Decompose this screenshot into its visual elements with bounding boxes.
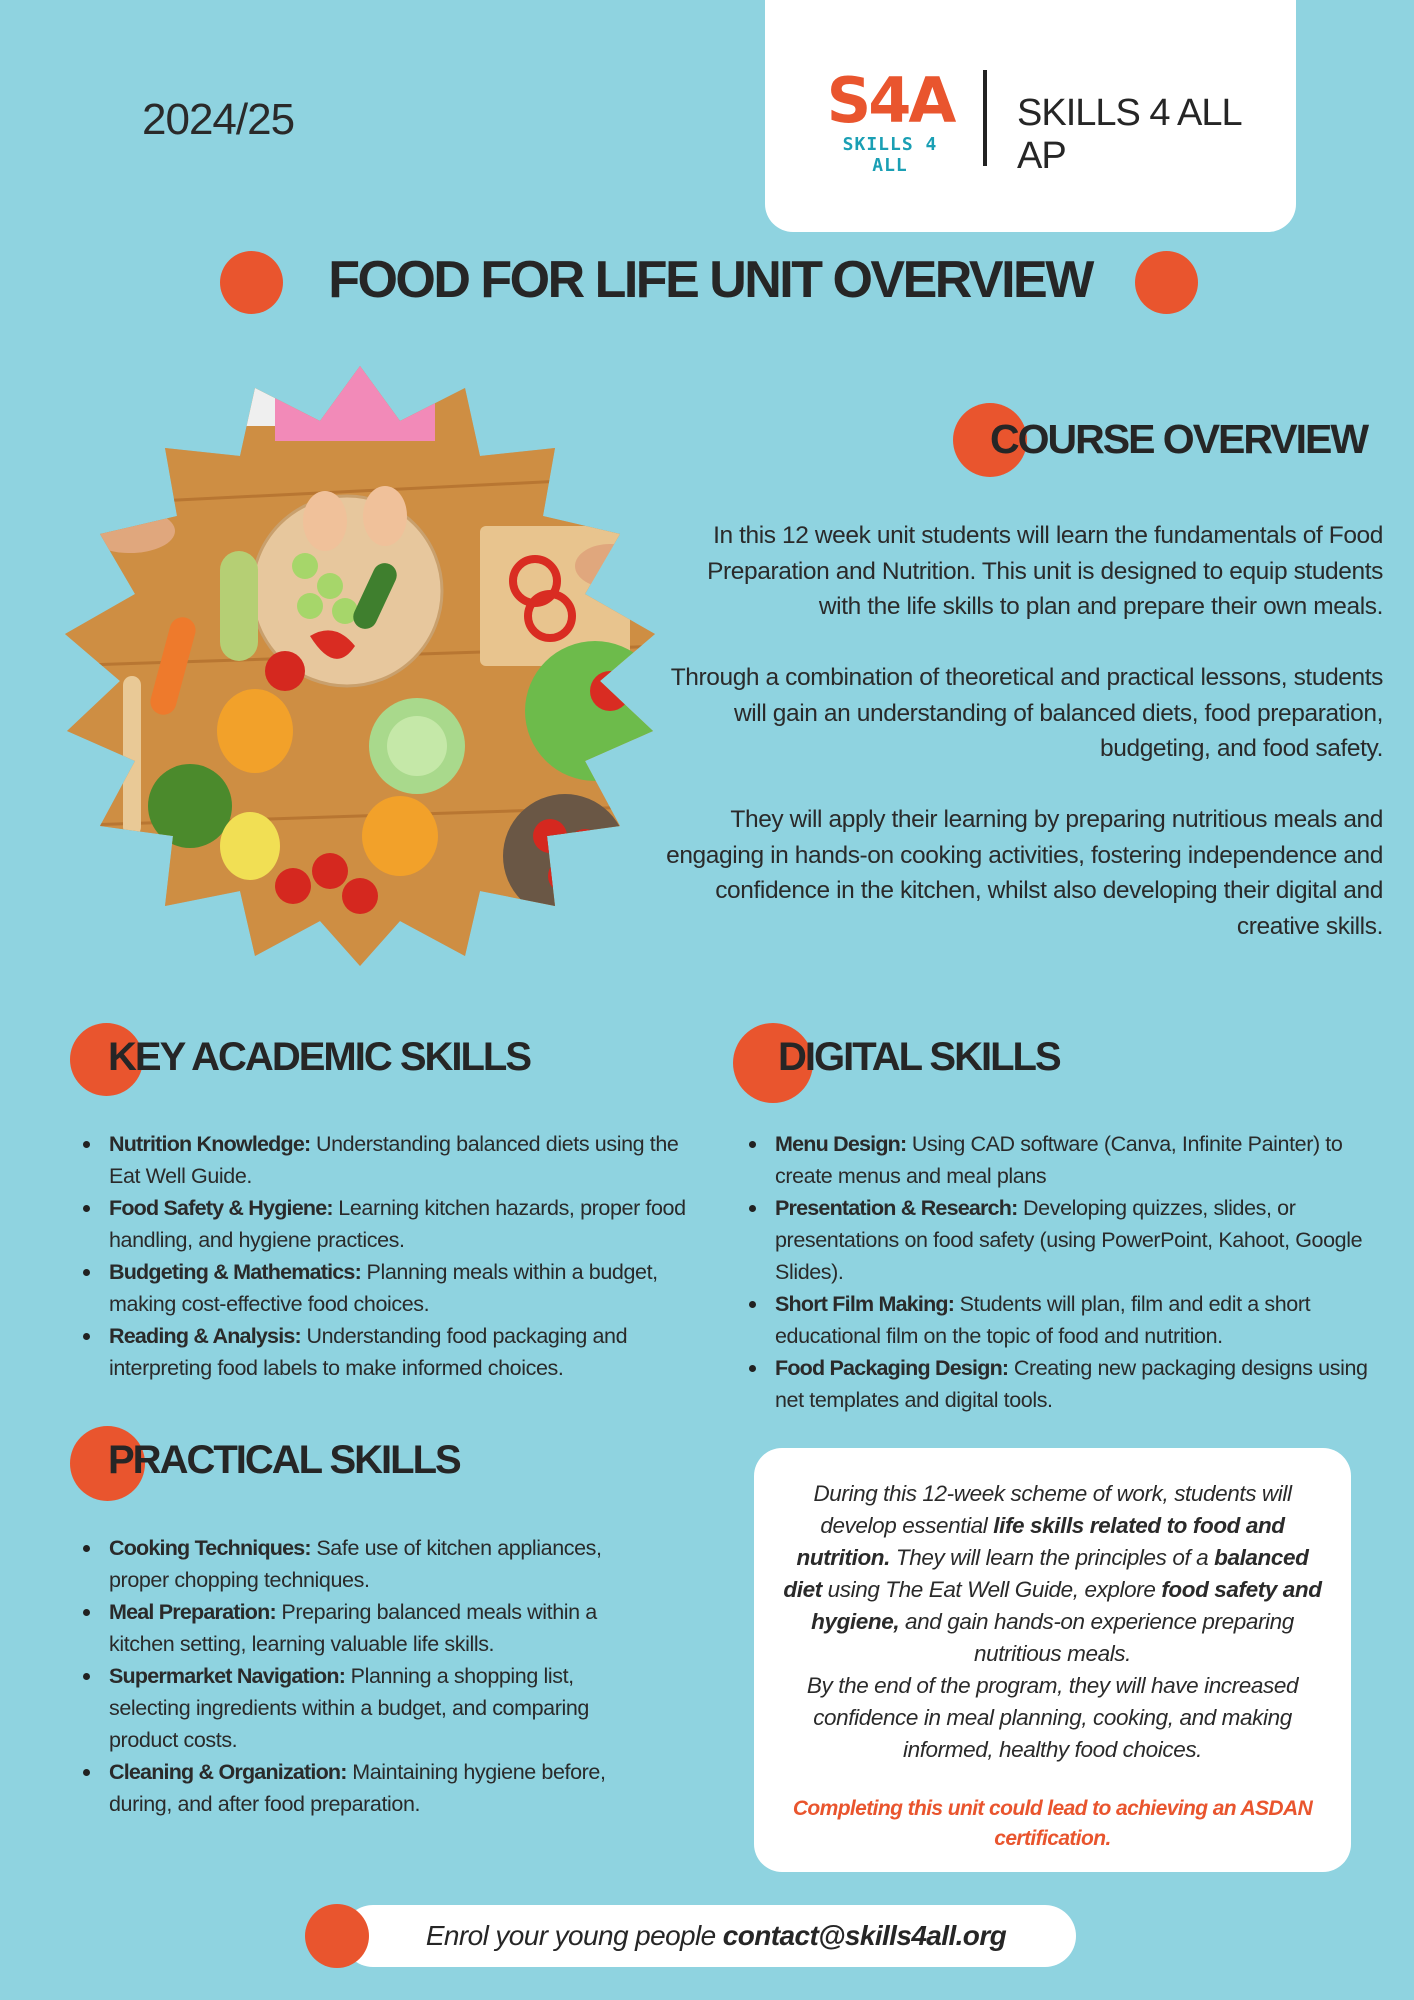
title-dot-left (220, 251, 283, 314)
org-name: SKILLS 4 ALL AP (1017, 92, 1241, 177)
title-dot-right (1135, 251, 1198, 314)
skill-term: Nutrition Knowledge: (109, 1132, 311, 1156)
skill-term: Food Safety & Hygiene: (109, 1196, 333, 1220)
summary-emphasis: life skills related to food and nutrition. (796, 1513, 1285, 1570)
academic-skills-list (80, 1128, 690, 1384)
overview-paragraph: In this 12 week unit students will learn the fundamentals of Food Preparation and Nutrition. This unit is designed to equip students with the life skills to plan and prepare their own meals. (707, 522, 1383, 620)
list-item (80, 1192, 690, 1256)
footer-dot (305, 1904, 369, 1968)
summary-emphasis: balanced diet (783, 1545, 1309, 1602)
enrol-banner (342, 1905, 1076, 1967)
summary-text: During this 12-week scheme of work, students will develop essential (813, 1481, 1292, 1538)
list-item (80, 1596, 660, 1660)
practical-skills-heading: PRACTICAL SKILLS (108, 1438, 460, 1482)
skill-text: Learning kitchen hazards, proper food handling, and hygiene practices. (109, 1196, 686, 1252)
skill-term: Reading & Analysis: (109, 1324, 301, 1348)
overview-paragraph: Through a combination of theoretical and practical lessons, students will gain an understanding of balanced diets, food preparation, budgeting, and food safety. (670, 664, 1383, 762)
skill-term: Cooking Techniques: (109, 1536, 311, 1560)
list-item (80, 1128, 690, 1192)
skill-term: Supermarket Navigation: (109, 1664, 346, 1688)
course-overview-heading: COURSE OVERVIEW (990, 416, 1368, 462)
list-item (80, 1756, 660, 1820)
skill-text: Using CAD software (Canva, Infinite Painter) to create menus and meal plans (775, 1132, 1343, 1188)
food-prep-photo (55, 366, 665, 966)
skill-text: Planning meals within a budget, making cost-effective food choices. (109, 1260, 658, 1316)
skill-text: Understanding balanced diets using the Eat Well Guide. (109, 1132, 679, 1188)
skill-text: Developing quizzes, slides, or presentations on food safety (using PowerPoint, Kahoot, Google Slides). (775, 1196, 1363, 1284)
overview-paragraph: They will apply their learning by preparing nutritious meals and engaging in hands-on cooking activities, fostering independence and confidence in the kitchen, whilst also developing their digital and creative skills. (666, 806, 1383, 940)
course-overview-text (665, 518, 1383, 980)
skill-term: Cleaning & Organization: (109, 1760, 347, 1784)
summary-text: using The Eat Well Guide, explore (821, 1577, 1162, 1602)
logo-subtext: SKILLS 4 ALL (842, 134, 938, 176)
digital-skills-list (746, 1128, 1396, 1416)
skill-text: Students will plan, film and edit a short educational film on the topic of food and nutrition. (775, 1292, 1311, 1348)
list-item (746, 1288, 1396, 1352)
skill-term: Presentation & Research: (775, 1196, 1018, 1220)
practical-skills-list (80, 1532, 660, 1820)
skill-text: Creating new packaging designs using net templates and digital tools. (775, 1356, 1368, 1412)
summary-emphasis: food safety and hygiene, (811, 1577, 1322, 1634)
skill-term: Menu Design: (775, 1132, 907, 1156)
page-title: FOOD FOR LIFE UNIT OVERVIEW (328, 251, 1092, 309)
year-label: 2024/25 (142, 95, 295, 144)
list-item (80, 1660, 660, 1756)
contact-email-link[interactable]: contact@skills4all.org (722, 1920, 1007, 1951)
skill-term: Short Film Making: (775, 1292, 955, 1316)
skill-term: Meal Preparation: (109, 1600, 276, 1624)
summary-paragraph: By the end of the program, they will have increased confidence in meal planning, cooking, and making informed, healthy food choices. (806, 1673, 1299, 1762)
skill-term: Food Packaging Design: (775, 1356, 1009, 1380)
enrol-text: Enrol your young people (425, 1920, 723, 1951)
digital-skills-heading: DIGITAL SKILLS (778, 1035, 1060, 1079)
logo-card (765, 0, 1296, 232)
list-item (80, 1320, 690, 1384)
skill-text: Preparing balanced meals within a kitchen setting, learning valuable life skills. (109, 1600, 597, 1656)
list-item (746, 1352, 1396, 1416)
list-item (80, 1256, 690, 1320)
list-item (746, 1128, 1396, 1192)
skill-text: Safe use of kitchen appliances, proper chopping techniques. (109, 1536, 602, 1592)
s4a-logo (823, 64, 957, 176)
certification-note: Completing this unit could lead to achieving an ASDAN certification. (792, 1797, 1313, 1850)
skill-text: Maintaining hygiene before, during, and after food preparation. (109, 1760, 606, 1816)
list-item (80, 1532, 660, 1596)
skill-text: Planning a shopping list, selecting ingredients within a budget, and comparing product costs. (109, 1664, 589, 1752)
summary-text: and gain hands-on experience preparing nutritious meals. (899, 1609, 1294, 1666)
list-item (746, 1192, 1396, 1288)
summary-paragraph (776, 1478, 1329, 1670)
summary-text: They will learn the principles of a (890, 1545, 1215, 1570)
summary-card (754, 1448, 1351, 1872)
skill-text: Understanding food packaging and interpreting food labels to make informed choices. (109, 1324, 628, 1380)
skill-term: Budgeting & Mathematics: (109, 1260, 361, 1284)
logo-mark-text: S4A (826, 64, 954, 137)
logo-divider (983, 70, 987, 166)
academic-skills-heading: KEY ACADEMIC SKILLS (108, 1035, 531, 1079)
